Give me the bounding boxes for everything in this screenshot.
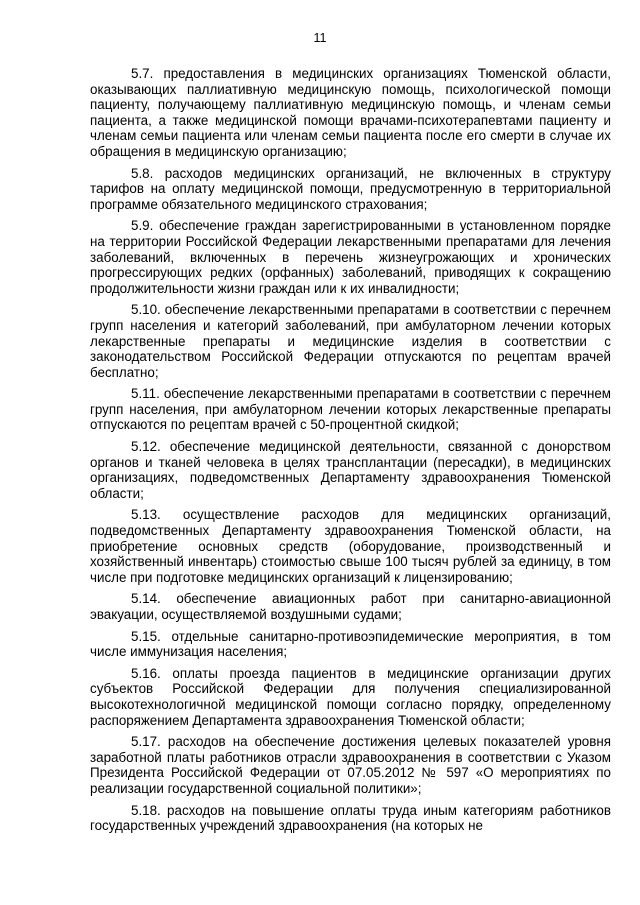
paragraph-5-12: 5.12. обеспечение медицинской деятельности, связанной с донорством органов и тканей человека в целях трансплантации (пересадки), в медицинских организациях, подведомственных Департаменту здравоохранения Тюменской области; (90, 439, 611, 501)
paragraph-5-10: 5.10. обеспечение лекарственными препаратами в соответствии с перечнем групп населения и категорий заболеваний, при амбулаторном лечении которых лекарственные препараты и медицинские изделия в соответствии с законодательством Российской Федерации отпускаются по рецептам врачей бесплатно; (90, 302, 611, 380)
paragraph-5-16: 5.16. оплаты проезда пациентов в медицинские организации других субъектов Российской Федерации для получения специализированной высокотехнологичной медицинской помощи согласно порядку, определенному распоряжением Департамента здравоохранения Тюменской области; (90, 665, 611, 728)
paragraph-5-9: 5.9. обеспечение граждан зарегистрированными в установленном порядке на территории Российской Федерации лекарственными препаратами для лечения заболеваний, включенных в перечень жизнеугрожающих и хронических прогрессирующих редких (орфанных) заболеваний, приводящих к сокращению продолжительности жизни граждан или к их инвалидности; (90, 218, 611, 296)
paragraph-5-17: 5.17. расходов на обеспечение достижения целевых показателей уровня заработной платы работников отрасли здравоохранения в соответствии с Указом Президента Российской Федерации от 07.05.2012 № 597 «О мероприятиях по реализации государственной социальной политики»; (90, 734, 611, 796)
paragraph-5-13: 5.13. осуществление расходов для медицинских организаций, подведомственных Департаменту здравоохранения Тюменской области, на приобретение основных средств (оборудование, производственный и хозяйственный инвентарь) стоимостью свыше 100 тысяч рублей за единицу, в том числе при подготовке медицинских организаций к лицензированию; (90, 507, 611, 585)
paragraph-5-14: 5.14. обеспечение авиационных работ при санитарно-авиационной эвакуации, осуществляемой воздушными судами; (90, 591, 611, 622)
paragraph-5-11: 5.11. обеспечение лекарственными препаратами в соответствии с перечнем групп населения, при амбулаторном лечении которых лекарственные препараты отпускаются по рецептам врачей с 50-процентной скидкой; (90, 386, 611, 433)
document-body (90, 66, 611, 840)
paragraph-5-8: 5.8. расходов медицинских организаций, не включенных в структуру тарифов на оплату медицинской помощи, предусмотренную в территориальной программе обязательного медицинского страхования; (90, 165, 611, 212)
paragraph-5-18: 5.18. расходов на повышение оплаты труда иным категориям работников государственных учреждений здравоохранения (на которых не (90, 802, 611, 834)
paragraph-5-15: 5.15. отдельные санитарно-противоэпидемические мероприятия, в том числе иммунизация населения; (90, 628, 611, 660)
page-number: 11 (313, 31, 327, 45)
paragraph-5-7: 5.7. предоставления в медицинских организациях Тюменской области, оказывающих паллиативную медицинскую помощь, психологической помощи пациенту, получающему паллиативную медицинскую помощь, и членам семьи пациента, а также медицинской помощи врачами-психотерапевтами пациенту и членам семьи пациента или членам семьи пациента после его смерти в случае их обращения в медицинскую организацию; (90, 66, 611, 159)
